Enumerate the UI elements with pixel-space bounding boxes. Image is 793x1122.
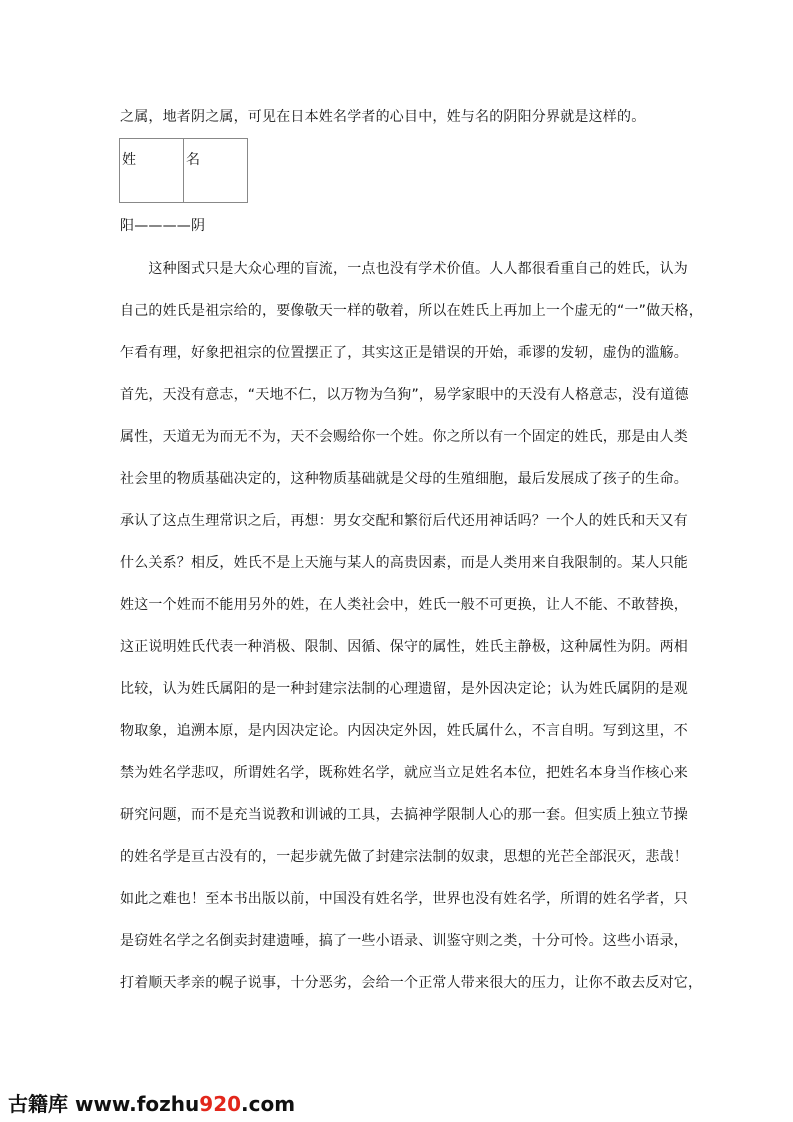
table-cell-surname: 姓 xyxy=(120,139,184,203)
paragraph-line: 自己的姓氏是祖宗给的，要像敬天一样的敬着，所以在姓氏上再加上一个虚无的“一”做天格， xyxy=(120,303,703,319)
paragraph-line: 姓这一个姓而不能用另外的姓，在人类社会中，姓氏一般不可更换，让人不能、不敢替换， xyxy=(120,597,688,613)
site-name: 古籍库 xyxy=(8,1092,68,1116)
paragraph-line: 首先，天没有意志，“天地不仁，以万物为刍狗”，易学家眼中的天没有人格意志，没有道德 xyxy=(120,387,689,403)
paragraph-line: 这正说明姓氏代表一种消极、限制、因循、保守的属性，姓氏主静极，这种属性为阴。两相 xyxy=(120,639,688,655)
site-footer xyxy=(8,1088,295,1117)
url-suffix: .com xyxy=(241,1092,296,1116)
paragraph-line: 的姓名学是亘古没有的，一起步就先做了封建宗法制的奴隶，思想的光芒全部泯灭，悲哉！ xyxy=(120,849,688,865)
paragraph-line: 打着顺天孝亲的幌子说事，十分恶劣，会给一个正常人带来很大的压力，让你不敢去反对它， xyxy=(120,975,703,991)
paragraph-line: 比较，认为姓氏属阳的是一种封建宗法制的心理遗留，是外因决定论；认为姓氏属阴的是观 xyxy=(120,681,688,697)
url-number: 920 xyxy=(199,1092,242,1116)
paragraph-line: 是窃姓名学之名倒卖封建遗唾，搞了一些小语录、训鉴守则之类，十分可怜。这些小语录， xyxy=(120,933,688,949)
table-cell-name: 名 xyxy=(184,139,248,203)
paragraph-line: 承认了这点生理常识之后，再想：男女交配和繁衍后代还用神话吗？一个人的姓氏和天又有 xyxy=(120,513,688,529)
paragraph-line: 这种图式只是大众心理的盲流，一点也没有学术价值。人人都很看重自己的姓氏，认为 xyxy=(120,261,688,277)
paragraph-line: 什么关系？相反，姓氏不是上天施与某人的高贵因素，而是人类用来自我限制的。某人只能 xyxy=(120,555,688,571)
paragraph-line: 研究问题，而不是充当说教和训诫的工具，去搞神学限制人心的那一套。但实质上独立节操 xyxy=(120,807,688,823)
site-url[interactable] xyxy=(75,1092,295,1116)
paragraph-line: 乍看有理，好象把祖宗的位置摆正了，其实这正是错误的开始，乖谬的发轫，虚伪的滥觞。 xyxy=(120,345,688,361)
surname-name-table xyxy=(119,138,248,203)
paragraph-line: 物取象，追溯本原，是内因决定论。内因决定外因，姓氏属什么，不言自明。写到这里，不 xyxy=(120,723,688,739)
paragraph-line: 如此之难也！至本书出版以前，中国没有姓名学，世界也没有姓名学，所谓的姓名学者，只 xyxy=(120,891,688,907)
intro-line: 之属，地者阴之属，可见在日本姓名学者的心目中，姓与名的阴阳分界就是这样的。 xyxy=(120,109,646,125)
paragraph-line: 社会里的物质基础决定的，这种物质基础就是父母的生殖细胞，最后发展成了孩子的生命。 xyxy=(120,471,688,487)
url-prefix: www.fozhu xyxy=(74,1092,200,1116)
paragraph-line: 属性，天道无为而无不为，天不会赐给你一个姓。你之所以有一个固定的姓氏，那是由人类 xyxy=(120,429,688,445)
yin-yang-line: 阳————阴 xyxy=(120,218,206,234)
paragraph-line: 禁为姓名学悲叹，所谓姓名学，既称姓名学，就应当立足姓名本位，把姓名本身当作核心来 xyxy=(120,765,688,781)
